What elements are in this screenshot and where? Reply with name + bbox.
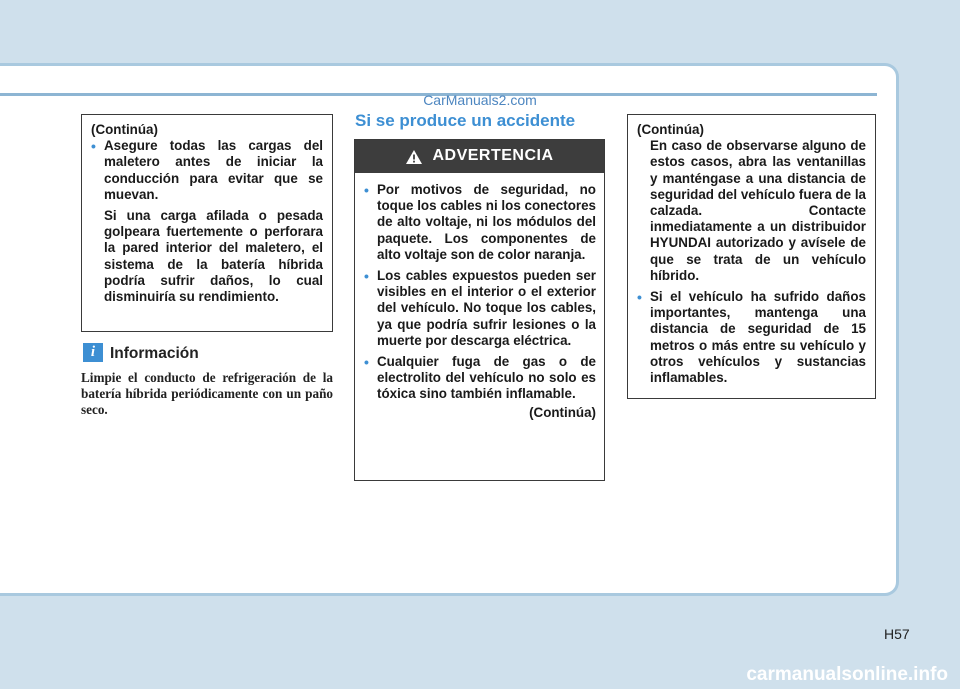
warning-triangle-icon [405,149,423,165]
bullet-icon: • [91,138,96,155]
continued-label: (Continúa) [637,122,704,137]
bullet-text: Cualquier fuga de gas o de electrolito del vehículo no solo es tóxica sino también inflamable. [377,354,596,402]
page-number: H57 [884,626,910,642]
watermark-top: CarManuals2.com [423,92,537,108]
warning-header [355,140,604,173]
paragraph: En caso de observarse alguno de estos casos, abra las ventanillas y manténgase a una distancia de seguridad del vehículo fuera de la calzada. Contacte inmediatamente a un distribuidor HYUNDAI autorizado y avísele de que se trata de un vehículo híbrido. [650,138,866,283]
list-item [91,138,323,203]
info-title: Información [110,345,199,362]
info-text: Limpie el conducto de refrigeración de la batería híbrida periódicamente con un paño seco. [81,370,333,418]
continued-label: (Continúa) [91,122,158,137]
bullet-text: Si el vehículo ha sufrido daños importantes, mantenga una distancia de seguridad de 15 metros o más entre su vehículo y otros vehículos y sustancias inflamables. [650,289,866,386]
warning-title: ADVERTENCIA [432,147,554,165]
continued-label: (Continúa) [529,404,596,420]
bullet-text: Los cables expuestos pueden ser visibles en el interior o el exterior del vehículo. No toque los cables, ya que podría sufrir lesiones o la muerte por descarga eléctrica. [377,268,596,348]
bullet-icon: • [364,182,369,198]
continued-box-right [627,114,876,399]
warning-box [354,139,605,481]
bullet-text: Asegure todas las cargas del maletero antes de iniciar la conducción para evitar que se muevan. [104,138,323,202]
list-item [364,268,596,349]
continued-box-left [81,114,333,332]
bullet-text: Por motivos de seguridad, no toque los cables ni los conectores de alto voltaje, ni los módulos del paquete. Los componentes de alto voltaje son de color naranja. [377,182,596,262]
warning-body [355,173,604,421]
list-item [364,182,596,263]
bullet-icon: • [364,354,369,371]
list-item [364,354,596,403]
bullet-icon: • [364,268,369,285]
bullet-icon: • [637,289,642,306]
watermark-bottom: carmanualsonline.info [746,664,948,685]
list-item [637,289,866,386]
paragraph: Si una carga afilada o pesada golpeara fuertemente o perforara la pared interior del maletero, el sistema de la batería híbrida podría sufrir daños, lo cual disminuiría su rendimiento. [104,208,323,305]
info-icon: i [83,343,103,362]
section-title: Si se produce un accidente [355,111,576,130]
